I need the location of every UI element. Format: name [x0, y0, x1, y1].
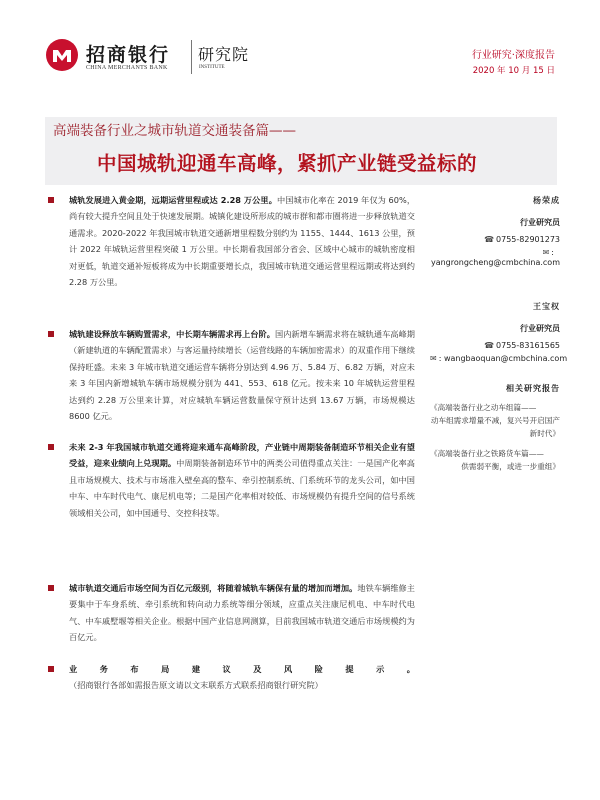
paragraph-text: 地铁车辆维修主要集中于车身系统、牵引系统和转向动力系统等细分领域，应重点关注康尼机电、中车时代电气、中车戚墅堰等相关企业。根据中国产业信息网测算，目前我国城市轨道交通后市场规模约为百亿元。	[69, 583, 415, 643]
analyst-card	[430, 301, 568, 363]
analyst-email[interactable]: ✉ : wangbaoquan@cmbchina.com	[430, 354, 568, 363]
phone-icon: ☎	[484, 235, 495, 244]
institute-name-en: INSTITUTE	[199, 65, 225, 70]
cmb-logo-icon	[45, 38, 79, 72]
paragraph-lead: 未来 2-3 年我国城市轨道交通将迎来通车高峰阶段，产业链中周期装备制造环节相关企业有望受益，迎来业绩向上兑现期。	[69, 442, 415, 469]
summary-paragraph	[45, 326, 415, 439]
analyst-role: 行业研究员	[520, 218, 560, 227]
related-report-item[interactable]: 《高端装备行业之动车组篇—— 动车组需求增量不减，复兴号开启国产新时代》	[430, 403, 560, 438]
institute-name-cn: 研究院	[198, 45, 250, 64]
analyst-name: 王宝权	[533, 301, 560, 311]
mail-icon: ✉	[542, 248, 550, 257]
logo-divider	[191, 40, 192, 74]
analyst-phone: ☎ 0755-83161565	[484, 341, 560, 350]
related-reports	[430, 383, 560, 473]
bank-name-en: CHINA MERCHANTS BANK	[86, 65, 168, 71]
analyst-email-icon-row: ✉ :	[542, 248, 554, 257]
analyst-role: 行业研究员	[520, 324, 560, 333]
summary-paragraph	[45, 661, 415, 694]
bullet-icon	[48, 666, 54, 672]
paragraph-text: 国内新增车辆需求将在城轨通车高峰期（新建轨道的车辆配置需求）与客运量持续增长（运营线路的车辆加密需求）的双重作用下继续保持旺盛。未来 3 年城市轨道交通运营车辆将分别达到 4.96 万、5.84 万、6.82 万辆，对应未来 3 年国内新增城轨车辆市场规模分别为 441、553、618 亿元。按未来 10 年城轨运营里程达到约 2.28 万公里来计算，对应城轨车辆运营数量保守预计达到 13.67 万辆，市场规模达 8600 亿元。	[69, 329, 415, 422]
bullet-icon	[48, 331, 54, 337]
paragraph-lead: 城轨发展进入黄金期，远期运营里程或达 2.28 万公里。	[69, 195, 277, 205]
phone-icon: ☎	[484, 341, 495, 350]
report-header	[0, 0, 600, 88]
analyst-name: 杨荣成	[533, 195, 560, 205]
analyst-email[interactable]: yangrongcheng@cmbchina.com	[430, 258, 560, 267]
summary-paragraph	[45, 192, 415, 326]
analyst-card	[430, 195, 560, 267]
summary-body	[45, 192, 415, 694]
bullet-icon	[48, 444, 54, 450]
summary-paragraph	[45, 439, 415, 580]
related-reports-heading: 相关研究报告	[506, 383, 560, 393]
paragraph-lead: 业务布局建议及风险提示。	[69, 664, 415, 674]
title-band	[45, 117, 557, 185]
analyst-sidebar	[430, 195, 568, 473]
report-subtitle: 高端装备行业之城市轨道交通装备篇——	[53, 123, 296, 139]
bank-name-cn: 招商银行	[86, 44, 171, 66]
mail-icon: ✉	[430, 354, 437, 363]
paragraph-text: 中周期装备制造环节中的两类公司值得重点关注：一是国产化率高且市场规模大、技术与市场准入壁垒高的整车、牵引控制系统、门系统环节的龙头公司，如中国中车、中车时代电气、康尼机电等；二是国产化率相对较低、市场规模仍有提升空间的信号系统领域相关公司，如中国通号、交控科技等。	[69, 458, 415, 518]
bullet-icon	[48, 585, 54, 591]
related-report-item[interactable]: 《高端装备行业之铁路货车篇—— 供需弱平衡，或进一步重组》	[430, 449, 560, 471]
paragraph-text: 中国城市化率在 2019 年仅为 60%，尚有较大提升空间且处于快速发展期。城镇化建设所形成的城市群和都市圈将进一步释放轨道交通需求。2020-2022 年我国城市轨道交通新增里程数分别约为 1155、1444、1613 公里，预计 2022 年城轨运营里程突破 1 万公里。中长期看我国部分省会、区域中心城市的城轨密度相对更低，轨道交通补短板将成为中长期重要增长点，我国城市轨道交通运营里程远期或将达到约 2.28 万公里。	[69, 195, 416, 288]
report-title: 中国城轨迎通车高峰，紧抓产业链受益标的	[97, 152, 478, 175]
summary-paragraph	[45, 580, 415, 661]
paragraph-lead: 城市轨道交通后市场空间为百亿元级别，将随着城轨车辆保有量的增加而增加。	[69, 583, 358, 593]
paragraph-lead: 城轨建设释放车辆购置需求，中长期车辆需求再上台阶。	[69, 329, 275, 339]
report-date: 2020 年 10 月 15 日	[472, 66, 555, 76]
paragraph-text: （招商银行各部如需报告原文请以文末联系方式联系招商银行研究院）	[69, 680, 323, 691]
report-type: 行业研究·深度报告	[471, 50, 555, 61]
analyst-phone: ☎ 0755-82901273	[484, 235, 560, 244]
bullet-icon	[48, 197, 54, 203]
